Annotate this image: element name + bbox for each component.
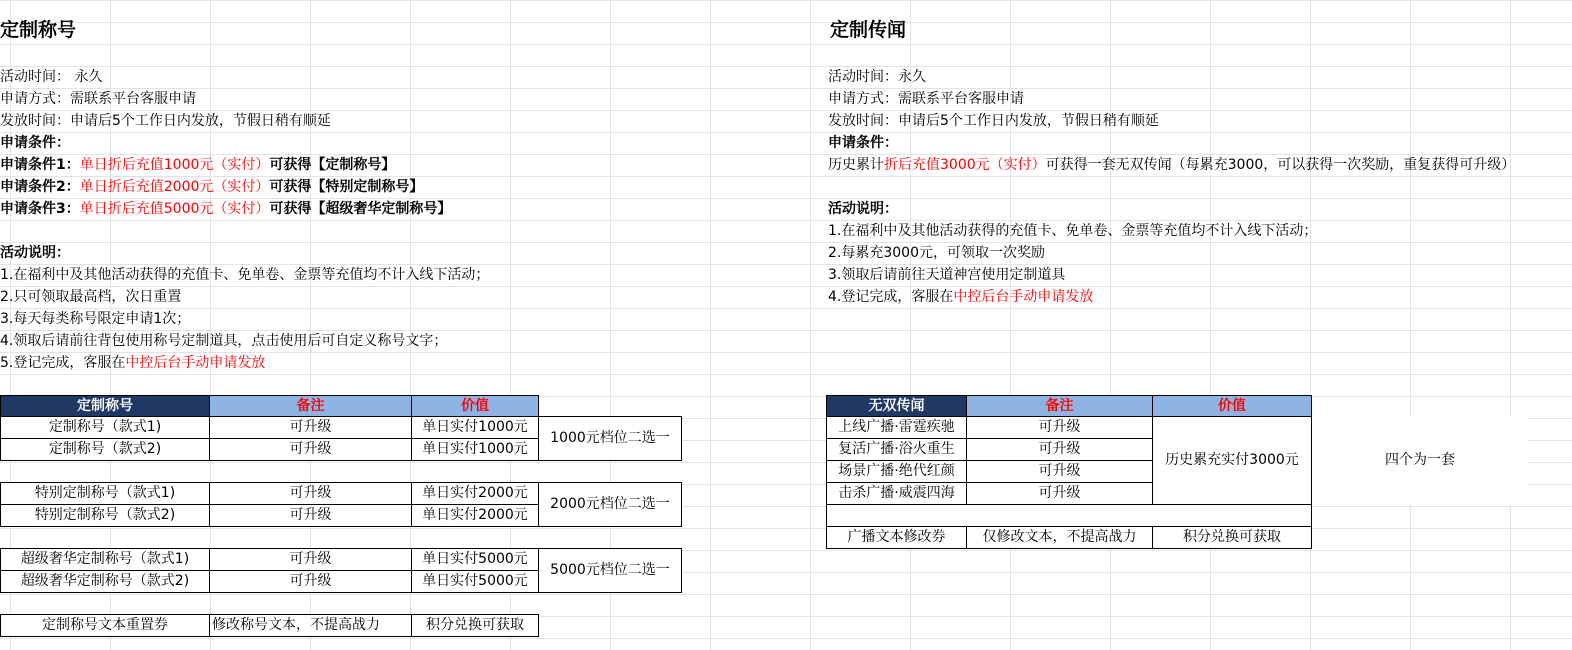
right-table-header-note: 备注 — [966, 395, 1153, 417]
left-info-time: 活动时间： 永久 — [0, 69, 103, 85]
right-condition: 历史累计折后充值3000元（实付）可获得一套无双传闻（每累充3000，可以获得一次奖励，重复获得可升级） — [828, 157, 1516, 173]
set-value: 历史累充实付3000元 — [1152, 416, 1312, 505]
left-condition-1: 申请条件1：单日折后充值1000元（实付）可获得【定制称号】 — [0, 157, 396, 173]
table-row-value: 单日实付2000元 — [411, 482, 539, 505]
table-row-note: 可升级 — [966, 438, 1153, 461]
table-row-value: 单日实付5000元 — [411, 548, 539, 571]
left-notes-heading: 活动说明： — [0, 245, 70, 261]
table-row-note: 可升级 — [209, 504, 412, 527]
left-condition-3: 申请条件3：单日折后充值5000元（实付）可获得【超级奢华定制称号】 — [0, 201, 452, 217]
table-row-note: 可升级 — [966, 482, 1153, 505]
reset-voucher-note: 修改称号文本，不提高战力 — [209, 614, 412, 637]
set-note: 四个为一套 — [1312, 416, 1528, 505]
table-row-value: 单日实付5000元 — [411, 570, 539, 593]
spacer-row — [826, 504, 1312, 527]
table-row-name: 击杀广播·威震四海 — [826, 482, 967, 505]
broadcast-voucher-name: 广播文本修改券 — [826, 526, 967, 549]
left-table-header-value: 价值 — [411, 395, 539, 417]
table-row-value: 单日实付1000元 — [411, 416, 539, 439]
table-row-note: 可升级 — [966, 460, 1153, 483]
left-table-header-note: 备注 — [209, 395, 412, 417]
table-row-name: 特别定制称号（款式1) — [0, 482, 210, 505]
left-conditions-heading: 申请条件： — [0, 135, 70, 151]
right-note-2: 2.每累充3000元，可领取一次奖励 — [828, 245, 1045, 261]
reset-voucher-value: 积分兑换可获取 — [411, 614, 539, 637]
right-note-4: 4.登记完成，客服在中控后台手动申请发放 — [828, 289, 1094, 305]
left-info-method: 申请方式：需联系平台客服申请 — [0, 91, 196, 107]
right-table-header-value: 价值 — [1152, 395, 1312, 417]
table-row-note: 可升级 — [209, 438, 412, 461]
right-notes-heading: 活动说明： — [828, 201, 898, 217]
tier-choice-5000: 5000元档位二选一 — [538, 548, 682, 593]
table-row-note: 可升级 — [209, 482, 412, 505]
right-title: 定制传闻 — [830, 19, 907, 41]
right-conditions-heading: 申请条件： — [828, 135, 898, 151]
right-note-3: 3.领取后请前往天道神宫使用定制道具 — [828, 267, 1066, 283]
right-note-1: 1.在福利中及其他活动获得的充值卡、免单卷、金票等充值均不计入线下活动； — [828, 223, 1318, 239]
table-row-note: 可升级 — [209, 570, 412, 593]
left-note-3: 3.每天每类称号限定申请1次； — [0, 311, 191, 327]
broadcast-voucher-value: 积分兑换可获取 — [1152, 526, 1312, 549]
table-row-value: 单日实付2000元 — [411, 504, 539, 527]
table-row-note: 可升级 — [966, 416, 1153, 439]
reset-voucher-name: 定制称号文本重置券 — [0, 614, 210, 637]
right-table-header-name: 无双传闻 — [826, 395, 967, 417]
broadcast-voucher-note: 仅修改文本，不提高战力 — [966, 526, 1153, 549]
table-row-name: 场景广播·绝代红颜 — [826, 460, 967, 483]
table-row-name: 超级奢华定制称号（款式2) — [0, 570, 210, 593]
table-row-name: 定制称号（款式1) — [0, 416, 210, 439]
table-row-name: 定制称号（款式2) — [0, 438, 210, 461]
left-note-1: 1.在福利中及其他活动获得的充值卡、免单卷、金票等充值均不计入线下活动； — [0, 267, 490, 283]
right-info-delivery: 发放时间：申请后5个工作日内发放，节假日稍有顺延 — [828, 113, 1159, 129]
table-row-name: 上线广播·雷霆疾驰 — [826, 416, 967, 439]
left-note-4: 4.领取后请前往背包使用称号定制道具，点击使用后可自定义称号文字； — [0, 333, 448, 349]
table-row-note: 可升级 — [209, 548, 412, 571]
left-info-delivery: 发放时间：申请后5个工作日内发放，节假日稍有顺延 — [0, 113, 331, 129]
table-row-note: 可升级 — [209, 416, 412, 439]
left-condition-2: 申请条件2：单日折后充值2000元（实付）可获得【特别定制称号】 — [0, 179, 424, 195]
left-note-5: 5.登记完成，客服在中控后台手动申请发放 — [0, 355, 266, 371]
table-row-name: 特别定制称号（款式2) — [0, 504, 210, 527]
left-note-2: 2.只可领取最高档，次日重置 — [0, 289, 182, 305]
table-row-value: 单日实付1000元 — [411, 438, 539, 461]
tier-choice-2000: 2000元档位二选一 — [538, 482, 682, 527]
right-info-method: 申请方式：需联系平台客服申请 — [828, 91, 1024, 107]
tier-choice-1000: 1000元档位二选一 — [538, 416, 682, 461]
table-row-name: 复活广播·浴火重生 — [826, 438, 967, 461]
right-info-time: 活动时间：永久 — [828, 69, 926, 85]
left-title: 定制称号 — [0, 19, 77, 41]
left-table-header-name: 定制称号 — [0, 395, 210, 417]
table-row-name: 超级奢华定制称号（款式1) — [0, 548, 210, 571]
